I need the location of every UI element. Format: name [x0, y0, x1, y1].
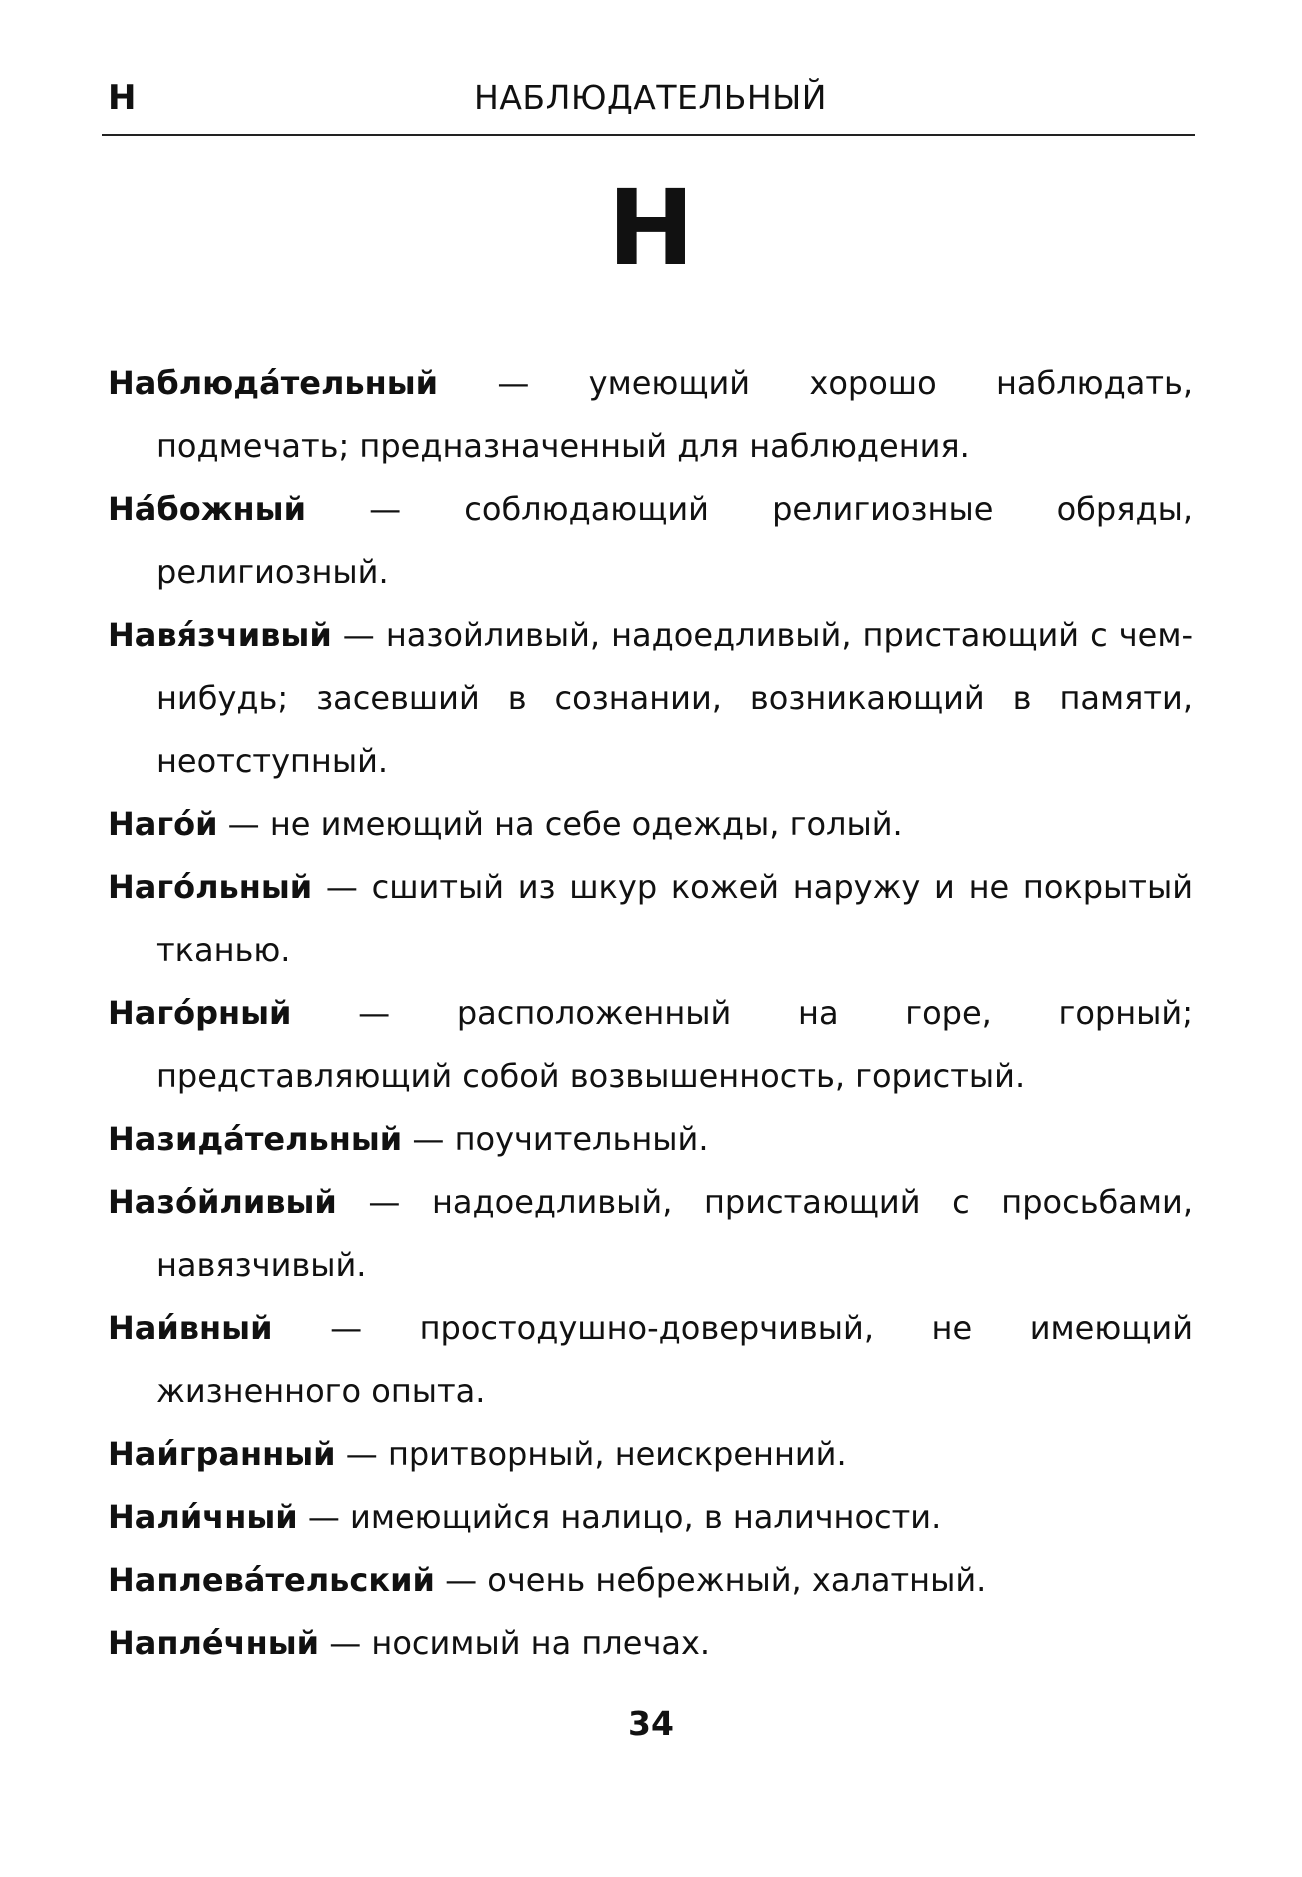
- dictionary-entry: [108, 982, 1193, 1108]
- entry-definition: — сшитый из шкур кожей наружу и не покрытый тканью.: [156, 868, 1193, 969]
- entry-term: Назида́тельный: [108, 1120, 403, 1158]
- header-divider: [102, 134, 1195, 136]
- dictionary-entry: [108, 1423, 1193, 1486]
- dictionary-entry: [108, 1297, 1193, 1423]
- entry-definition: — притворный, неискренний.: [335, 1435, 847, 1473]
- dictionary-entry: [108, 1171, 1193, 1297]
- entry-definition: — умеющий хорошо наблюдать, подмечать; предназначенный для наблюдения.: [156, 364, 1193, 465]
- dictionary-entry: [108, 1486, 1193, 1549]
- entry-term: Напле́чный: [108, 1624, 320, 1662]
- dictionary-entry: [108, 1612, 1193, 1675]
- entry-definition: — имеющийся налицо, в наличности.: [297, 1498, 942, 1536]
- entry-term: Нали́чный: [108, 1498, 298, 1536]
- entry-definition: — назойливый, надоедливый, пристающий с чем-нибудь; засевший в сознании, возникающий в памяти, неотступный.: [156, 616, 1193, 780]
- entry-definition: — соблюдающий религиозные обряды, религиозный.: [156, 490, 1193, 591]
- page-number: 34: [628, 1704, 674, 1743]
- running-header-letter: Н: [108, 78, 137, 118]
- entry-list: [108, 352, 1193, 1675]
- entry-term: Наблюда́тельный: [108, 364, 439, 402]
- dictionary-entry: [108, 1549, 1193, 1612]
- entry-definition: — надоедливый, пристающий с просьбами, навязчивый.: [156, 1183, 1193, 1284]
- dictionary-entry: [108, 793, 1193, 856]
- dictionary-entry: [108, 1108, 1193, 1171]
- entry-definition: — носимый на плечах.: [319, 1624, 711, 1662]
- entry-term: Навя́зчивый: [108, 616, 332, 654]
- entry-term: Наплева́тельский: [108, 1561, 435, 1599]
- entry-term: Назо́йливый: [108, 1183, 337, 1221]
- dictionary-entry: [108, 604, 1193, 793]
- entry-definition: — простодушно-доверчивый, не имеющий жизненного опыта.: [156, 1309, 1193, 1410]
- entry-definition: — очень небрежный, халатный.: [434, 1561, 987, 1599]
- entry-definition: — расположенный на горе, горный; представляющий собой возвышенность, гористый.: [156, 994, 1193, 1095]
- entry-term: Наи́вный: [108, 1309, 273, 1347]
- dictionary-entry: [108, 856, 1193, 982]
- dictionary-entry: [108, 478, 1193, 604]
- entry-definition: — не имеющий на себе одежды, голый.: [217, 805, 903, 843]
- entry-term: Наго́й: [108, 805, 218, 843]
- running-header-title: НАБЛЮДАТЕЛЬНЫЙ: [474, 78, 827, 117]
- dictionary-entry: [108, 352, 1193, 478]
- entry-term: Наго́льный: [108, 868, 313, 906]
- entry-definition: — поучительный.: [402, 1120, 709, 1158]
- running-header: [108, 74, 1193, 122]
- entry-term: На́божный: [108, 490, 307, 528]
- section-letter: Н: [607, 167, 695, 289]
- entry-term: Наи́гранный: [108, 1435, 336, 1473]
- entry-term: Наго́рный: [108, 994, 292, 1032]
